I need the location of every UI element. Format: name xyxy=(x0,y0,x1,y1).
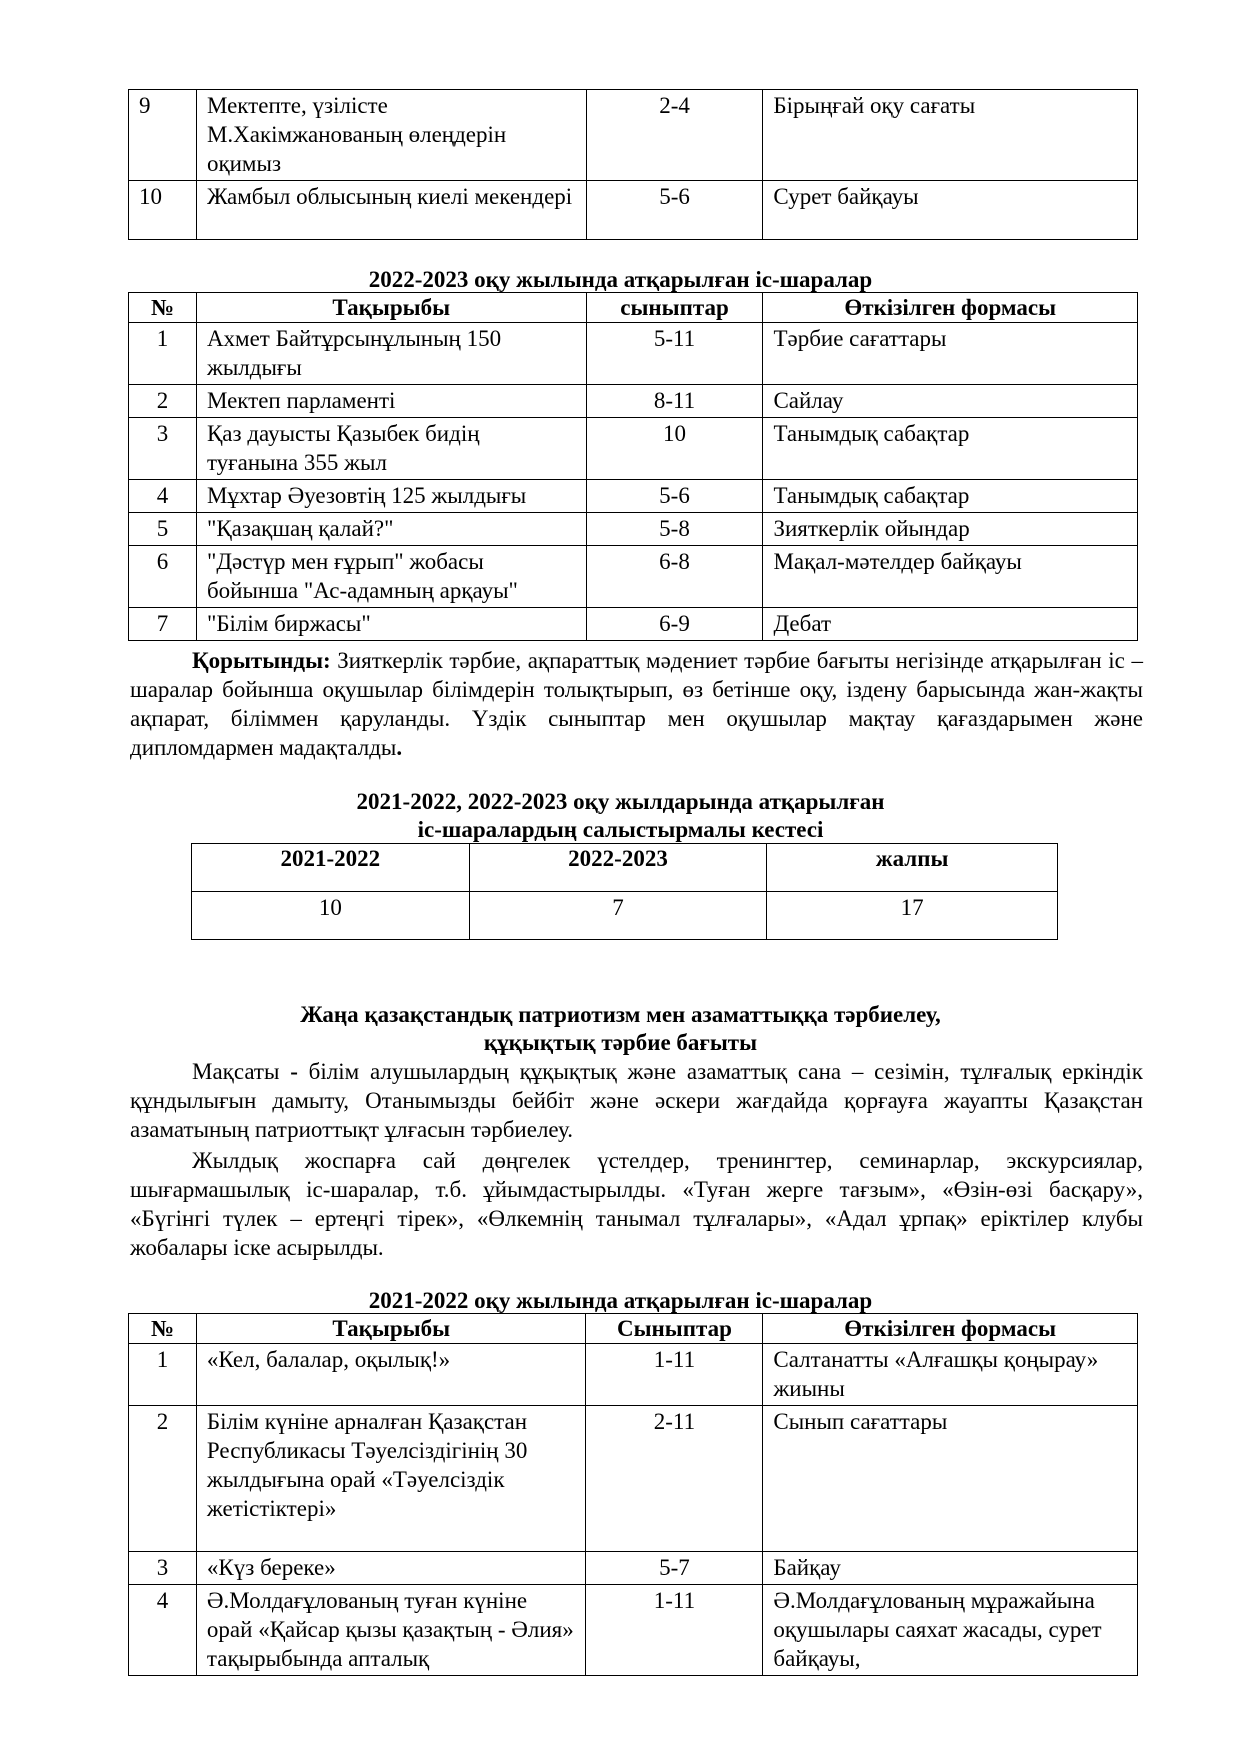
goal-separator: - xyxy=(279,1059,309,1084)
row-classes: 8-11 xyxy=(586,385,763,418)
comparison-table xyxy=(191,843,1058,940)
row-form: Байқау xyxy=(763,1552,1138,1585)
table-2021-2022-title: 2021-2022 оқу жылында атқарылған іс-шаралар xyxy=(368,1288,873,1313)
col-header-number: № xyxy=(129,1314,197,1344)
col-header-total: жалпы xyxy=(767,844,1058,892)
row-number: 10 xyxy=(129,181,197,240)
table-header-row xyxy=(129,293,1138,323)
conclusion-label: Қорытынды: xyxy=(192,648,331,673)
row-topic: "Қазақшаң қалай?" xyxy=(196,513,586,546)
row-number: 1 xyxy=(129,323,197,385)
row-form: Сурет байқауы xyxy=(763,181,1138,240)
row-topic: "Дәстүр мен ғұрып" жобасы бойынша "Ас-адамның арқауы" xyxy=(196,546,586,608)
row-topic: Мектеп парламенті xyxy=(196,385,586,418)
comparison-title-line1: 2021-2022, 2022-2023 оқу жылдарында атқарылған xyxy=(356,789,885,814)
comparison-title-line2: іс-шаралардың салыстырмалы кестесі xyxy=(417,817,824,842)
table-2022-2023-title: 2022-2023 оқу жылында атқарылған іс-шаралар xyxy=(368,267,873,292)
section-title-line1: Жаңа қазақстандық патриотизм мен азаматтыққа тәрбиелеу, xyxy=(300,1002,941,1027)
goal-label: Мақсаты xyxy=(192,1059,280,1084)
table-header-row xyxy=(129,1314,1138,1344)
row-classes: 2-4 xyxy=(586,90,763,181)
section-title-line2: құқықтық тәрбие бағыты xyxy=(483,1030,758,1055)
value-total: 17 xyxy=(767,892,1058,940)
row-number: 3 xyxy=(129,418,197,480)
row-classes: 5-11 xyxy=(586,323,763,385)
col-header-2022-2023: 2022-2023 xyxy=(469,844,767,892)
row-form: Танымдық сабақтар xyxy=(763,480,1138,513)
table-row xyxy=(129,418,1138,480)
table-row xyxy=(129,1344,1138,1406)
row-form: Мақал-мәтелдер байқауы xyxy=(763,546,1138,608)
col-header-form: Өткізілген формасы xyxy=(763,293,1138,323)
row-topic: Білім күніне арналған Қазақстан Республикасы Тәуелсіздігінің 30 жылдығына орай «Тәуелсіздік жетістіктері» xyxy=(196,1406,586,1552)
conclusion-text: Зияткерлік тәрбие, ақпараттық мәдениет тәрбие бағыты негізінде атқарылған іс –шаралар бойынша оқушылар білімдерін толықтырып, өз бетінше оқу, іздену барысында жан-жақты ақпарат, біліммен қаруланды. Үздік сыныптар мен оқушылар мақтау қағаздарымен және дипломдармен мадақталды xyxy=(130,648,1143,760)
row-classes: 5-6 xyxy=(586,480,763,513)
table-row xyxy=(129,385,1138,418)
row-form: Тәрбие сағаттары xyxy=(763,323,1138,385)
row-number: 5 xyxy=(129,513,197,546)
row-form: Ә.Молдағұлованың мұражайына оқушылары саяхат жасады, сурет байқауы, xyxy=(763,1585,1138,1676)
comparison-value-row xyxy=(192,892,1058,940)
row-number: 4 xyxy=(129,1585,197,1676)
row-number: 9 xyxy=(129,90,197,181)
row-form: Зияткерлік ойындар xyxy=(763,513,1138,546)
table-row xyxy=(129,513,1138,546)
table-row xyxy=(129,181,1138,240)
conclusion-end: . xyxy=(396,735,403,760)
row-classes: 5-6 xyxy=(586,181,763,240)
table-row xyxy=(129,608,1138,641)
row-number: 2 xyxy=(129,1406,197,1552)
section-goal-paragraph xyxy=(130,1057,1143,1144)
activities-table-2021-2022 xyxy=(128,1313,1138,1676)
row-topic: Мектепте, үзілісте М.Хакімжанованың өлеңдерін оқимыз xyxy=(196,90,586,181)
col-header-form: Өткізілген формасы xyxy=(763,1314,1138,1344)
comparison-header-row xyxy=(192,844,1058,892)
goal-text: білім алушылардың құқықтық және азаматтық сана – сезімін, тұлғалық еркіндік құндылығын дамыту, Отанымызды бейбіт және әскери жағдайда қорғауға жауапты Қазақстан азаматының патриоттықт ұлғасын тәрбиелеу. xyxy=(130,1059,1143,1142)
col-header-classes: сыныптар xyxy=(586,293,763,323)
conclusion-paragraph xyxy=(130,646,1143,762)
value-2021-2022: 10 xyxy=(192,892,470,940)
row-classes: 6-8 xyxy=(586,546,763,608)
table-row xyxy=(129,480,1138,513)
row-topic: «Кел, балалар, оқылық!» xyxy=(196,1344,586,1406)
col-header-number: № xyxy=(129,293,197,323)
row-form: Сайлау xyxy=(763,385,1138,418)
table-row xyxy=(129,546,1138,608)
row-topic: Қаз дауысты Қазыбек бидің туғанына 355 жыл xyxy=(196,418,586,480)
row-classes: 1-11 xyxy=(586,1585,763,1676)
row-classes: 5-7 xyxy=(586,1552,763,1585)
section-plan-paragraph xyxy=(130,1146,1143,1262)
row-form: Салтанатты «Алғашқы қоңырау» жиыны xyxy=(763,1344,1138,1406)
col-header-2021-2022: 2021-2022 xyxy=(192,844,470,892)
row-form: Бірыңғай оқу сағаты xyxy=(763,90,1138,181)
row-classes: 5-8 xyxy=(586,513,763,546)
row-topic: Ахмет Байтұрсынұлының 150 жылдығы xyxy=(196,323,586,385)
row-classes: 6-9 xyxy=(586,608,763,641)
row-topic: Жамбыл облысының киелі мекендері xyxy=(196,181,586,240)
activities-table-2022-2023 xyxy=(128,292,1138,641)
row-topic: Ә.Молдағұлованың туған күніне орай «Қайсар қызы қазақтың - Әлия» тақырыбында апталық xyxy=(196,1585,586,1676)
row-number: 2 xyxy=(129,385,197,418)
row-form: Дебат xyxy=(763,608,1138,641)
row-form: Танымдық сабақтар xyxy=(763,418,1138,480)
row-number: 4 xyxy=(129,480,197,513)
table-row xyxy=(129,323,1138,385)
plan-text: Жылдық жоспарға сай дөңгелек үстелдер, тренингтер, семинарлар, экскурсиялар, шығармашылық іс-шаралар, т.б. ұйымдастырылды. «Туған жерге тағзым», «Өзін-өзі басқару», «Бүгінгі түлек – ертеңгі тірек», «Өлкемнің танымал тұлғалары», «Адал ұрпақ» еріктілер клубы жобалары іске асырылды. xyxy=(130,1148,1143,1260)
value-2022-2023: 7 xyxy=(469,892,767,940)
activities-table-continued xyxy=(128,89,1138,240)
row-classes: 2-11 xyxy=(586,1406,763,1552)
row-number: 7 xyxy=(129,608,197,641)
row-form: Сынып сағаттары xyxy=(763,1406,1138,1552)
row-number: 1 xyxy=(129,1344,197,1406)
row-number: 6 xyxy=(129,546,197,608)
row-classes: 1-11 xyxy=(586,1344,763,1406)
col-header-topic: Тақырыбы xyxy=(196,1314,586,1344)
row-topic: «Күз береке» xyxy=(196,1552,586,1585)
col-header-classes: Сыныптар xyxy=(586,1314,763,1344)
table-row xyxy=(129,1552,1138,1585)
row-classes: 10 xyxy=(586,418,763,480)
table-row xyxy=(129,90,1138,181)
row-topic: Мұхтар Әуезовтің 125 жылдығы xyxy=(196,480,586,513)
row-number: 3 xyxy=(129,1552,197,1585)
table-row xyxy=(129,1585,1138,1676)
col-header-topic: Тақырыбы xyxy=(196,293,586,323)
table-row xyxy=(129,1406,1138,1552)
row-topic: "Білім биржасы" xyxy=(196,608,586,641)
